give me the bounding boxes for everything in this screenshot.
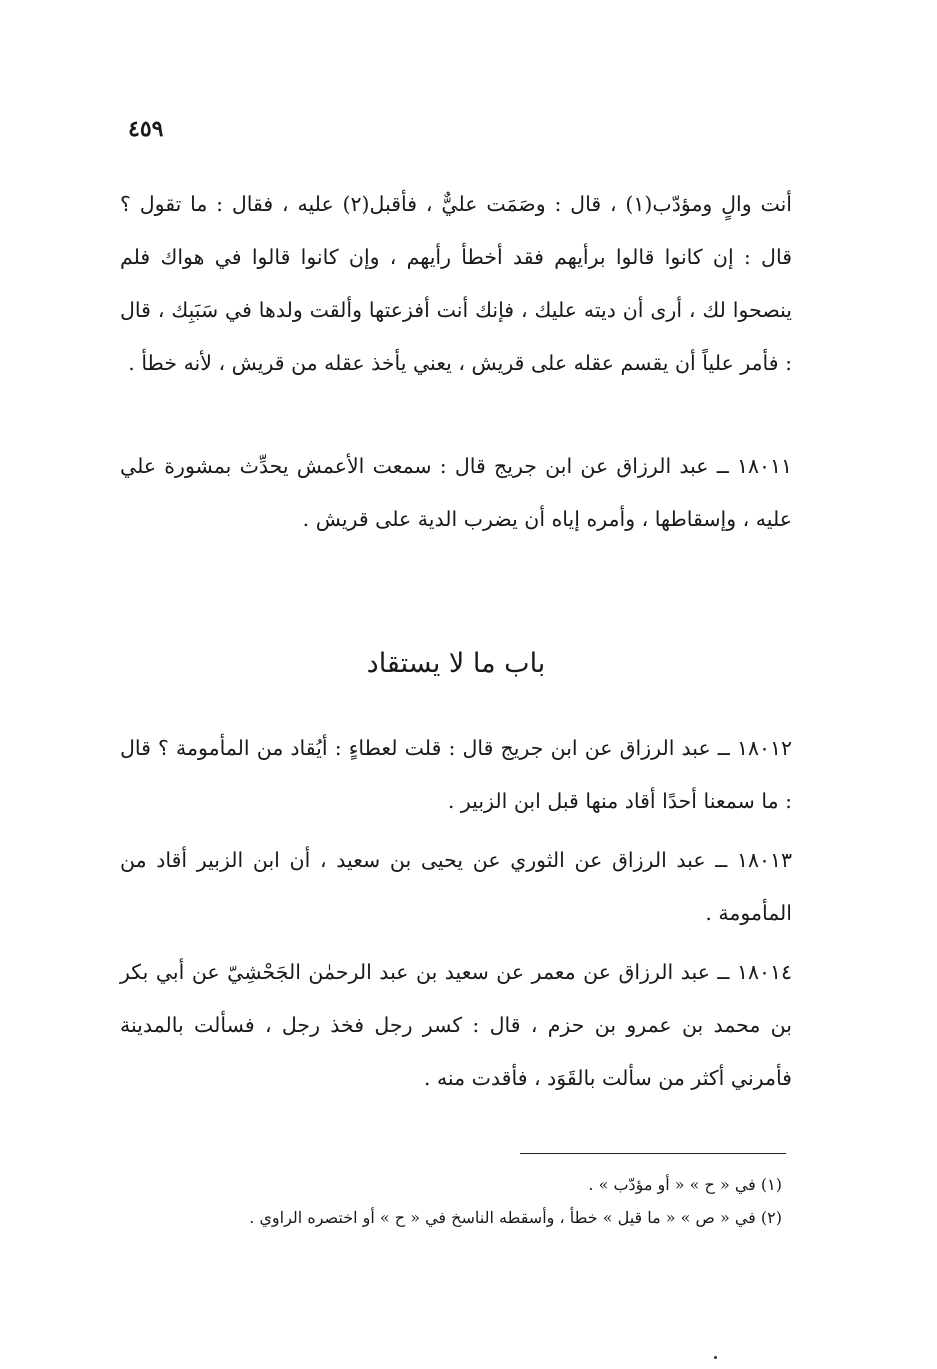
- footnote-divider: [520, 1153, 786, 1154]
- section-heading: باب ما لا يستقاد: [366, 648, 546, 679]
- hadith-18013: ١٨٠١٣ ــ عبد الرزاق عن الثوري عن يحيى بن سعيد ، أن ابن الزبير أقاد من المأمومة .: [120, 848, 792, 925]
- footnote-2: (٢) في « ص » « ما قيل » خطأ ، وأسقطه الناسخ في « ح » أو اختصره الراوي .: [249, 1208, 782, 1227]
- paragraph-continuation: أنت والٍ ومؤدّب(١) ، قال : وصَمَت عليٌّ ، فأقبل(٢) عليه ، فقال : ما تقول ؟ قال : إن كانوا قالوا برأيهم فقد أخطأ رأيهم ، وإن كانوا قالوا في هواك فلم ينصحوا لك ، أرى أن ديته عليك ، فإنك أنت أفزعتها وألقت ولدها في سَبَبِك ، قال : فأمر علياً أن يقسم عقله على قريش ، يعني يأخذ عقله من قريش ، لأنه خطأ .: [120, 192, 793, 375]
- page-number: ٤٥٩: [128, 116, 164, 142]
- hadith-18012: ١٨٠١٢ ــ عبد الرزاق عن ابن جريج قال : قلت لعطاءٍ : أيُقاد من المأمومة ؟ قال : ما سمعنا أحدًا أقاد منها قبل ابن الزبير .: [120, 736, 792, 813]
- footnote-1: (١) في « ح » « أو مؤدّب » .: [588, 1175, 782, 1194]
- footnotes: [120, 1168, 782, 1234]
- hadith-18014: ١٨٠١٤ ــ عبد الرزاق عن معمر عن سعيد بن عبد الرحمٰن الجَحْشِيّ عن أبي بكر بن محمد بن عمرو بن حزم ، قال : كسر رجل فخذ رجل ، فسألت بالمدينة فأمرني أكثر من سألت بالقَوَد ، فأقدت منه .: [120, 960, 792, 1090]
- scan-speck: [714, 1356, 717, 1359]
- hadith-18011: ١٨٠١١ ــ عبد الرزاق عن ابن جريج قال : سمعت الأعمش يحدِّث بمشورة علي عليه ، وإسقاطها ، وأمره إياه أن يضرب الدية على قريش .: [120, 454, 792, 531]
